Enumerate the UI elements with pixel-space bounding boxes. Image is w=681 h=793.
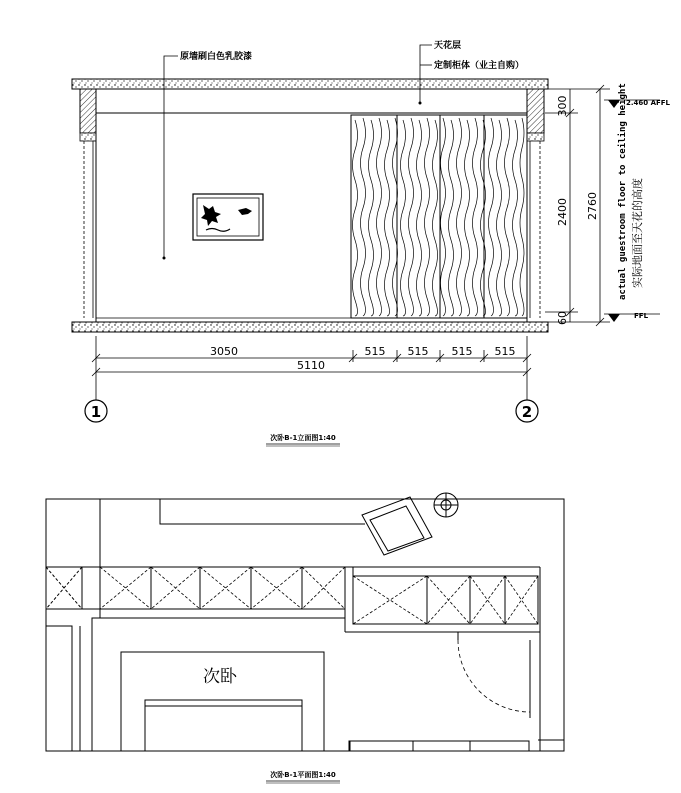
side-text-chinese: 实际地面至天花的高度	[631, 178, 644, 288]
room-label: 次卧	[203, 667, 237, 687]
side-text-english: actual guestroom floor to ceiling height	[618, 83, 628, 300]
level-bottom-label: FFL	[634, 312, 649, 320]
dim-2760: 2760	[586, 192, 599, 220]
elevation-drawing	[72, 39, 671, 446]
armchair	[362, 497, 432, 555]
elevation-caption: 次卧B-1立面图1:40	[270, 434, 336, 442]
wardrobe-elevation	[351, 115, 527, 318]
dim-300: 300	[556, 95, 569, 117]
dim-515-b: 515	[407, 345, 429, 358]
level-top-label: 2.460 AFFL	[626, 99, 671, 107]
dim-2400: 2400	[556, 198, 569, 226]
level-marker-bottom	[608, 314, 620, 322]
dim-3050: 3050	[210, 345, 238, 358]
plan-drawing	[46, 493, 564, 751]
wall-painting	[193, 194, 263, 240]
dim-60: 60	[556, 311, 569, 325]
dim-515-c: 515	[451, 345, 473, 358]
note-wall-finish: 原墙刷白色乳胶漆	[180, 52, 253, 62]
left-wall	[80, 89, 96, 133]
dim-515-a: 515	[364, 345, 386, 358]
floor-slab	[72, 322, 548, 332]
plan-outline	[46, 499, 564, 751]
ceiling-slab	[72, 79, 548, 89]
dim-515-d: 515	[494, 345, 516, 358]
dim-5110: 5110	[297, 359, 325, 372]
door-swing	[458, 632, 530, 718]
leader-ceiling	[420, 45, 432, 103]
right-wall	[527, 89, 544, 133]
grid-label-2: 2	[521, 403, 533, 421]
note-ceiling: 天花层	[434, 41, 462, 51]
grid-label-1: 1	[90, 403, 102, 421]
wardrobe-plan-top	[100, 567, 345, 609]
vertical-dimensions	[545, 85, 610, 326]
wardrobe-plan-right	[353, 576, 538, 624]
note-cabinet: 定制柜体（业主自购）	[434, 61, 525, 71]
plan-caption: 次卧B-1平面图1:40	[270, 771, 336, 779]
